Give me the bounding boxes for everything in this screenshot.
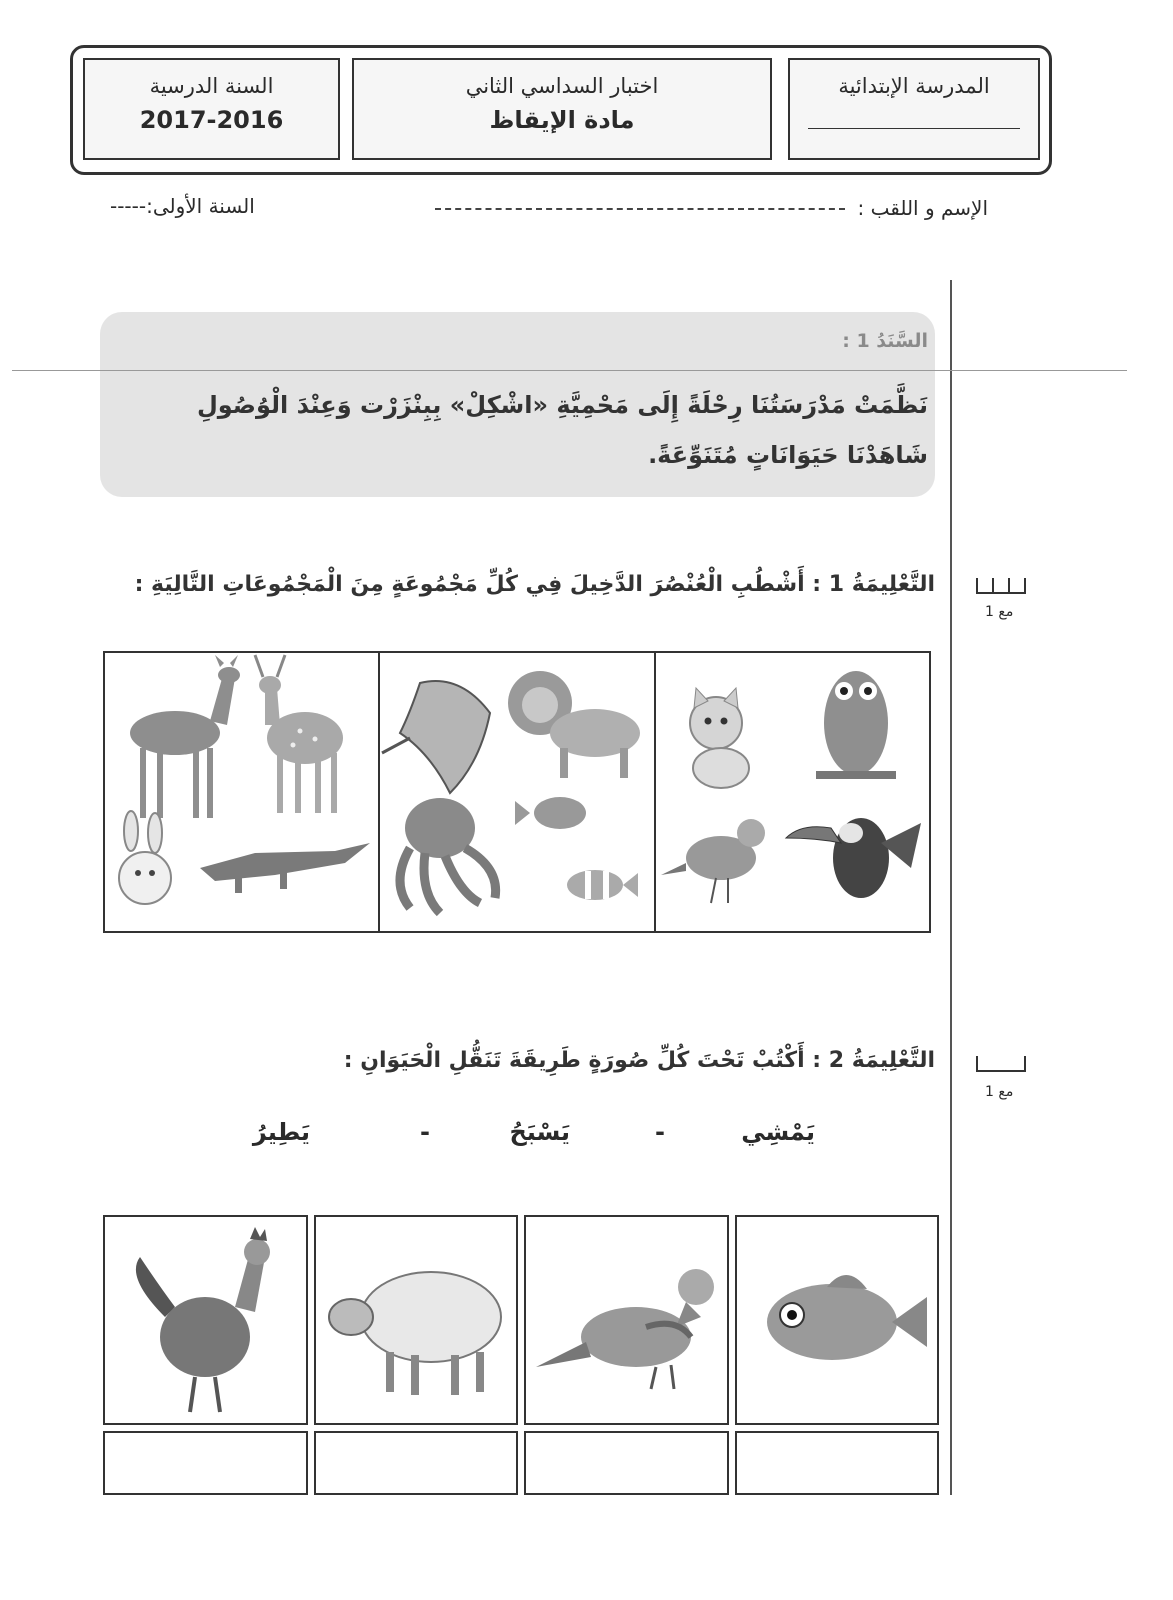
toucan-image [786,818,921,898]
rooster-card [103,1215,308,1425]
instruction-1: التَّعْلِيمَةُ 1 : أَشْطُبِ الْعُنْصُرَ الدَّخِيلَ فِي كُلِّ مَجْمُوعَةٍ مِنَ الْمَجْمُوعَاتِ التَّالِيَةِ : [134,572,935,597]
name-fill-line[interactable] [435,208,845,210]
year-label: السنة الدرسية [149,74,274,98]
group-mammals-cell[interactable] [105,653,378,931]
crocodile-image [200,843,370,893]
animal-groups-grid [103,651,931,933]
sheep-card [314,1215,519,1425]
group-sea-cell[interactable] [378,653,653,931]
context-text: نَظَّمَتْ مَدْرَسَتُنَا رِحْلَةً إِلَى مَحْمِيَّةِ «اشْكِلْ» بِبِنْزَرْت وَعِنْدَ الْوُصُولِ شَاهَدْنَا حَيَوَانَاتٍ مُتَنَوِّعَةً. [196,391,928,469]
lion-image [508,671,640,778]
exam-box [352,58,772,160]
manta-ray-image [382,681,490,793]
group-birds-cell[interactable] [654,653,929,931]
exam-title: اختبار السداسي الثاني [465,74,659,98]
word-separator: - [655,1118,665,1146]
word-separator: - [420,1118,430,1146]
word-swims: يَسْبَحُ [509,1118,570,1146]
octopus-image [400,798,496,913]
answer-box-rooster[interactable] [103,1431,308,1495]
word-walks: يَمْشِي [741,1118,815,1146]
pigeon-image [536,1269,714,1389]
instruction-2: التَّعْلِيمَةُ 2 : أَكْتُبْ تَحْتَ كُلِّ صُورَةٍ طَرِيقَةَ تَنَقُّلِ الْحَيَوَانِ : [343,1048,935,1073]
level-label: السنة الأولى:----- [110,194,255,218]
robin-image [661,819,765,903]
subject-title: مادة الإيقاظ [489,106,635,134]
year-value: 2017-2016 [139,106,284,134]
picture-row [103,1215,939,1425]
school-box [788,58,1040,160]
mark-box-1 [976,570,1026,594]
year-box [83,58,340,160]
word-flies: يَطِيرُ [252,1118,310,1146]
answer-box-fish[interactable] [735,1431,940,1495]
deer-image [130,655,240,818]
name-label: الإسم و اللقب : [857,196,988,220]
answer-box-sheep[interactable] [314,1431,519,1495]
fawn-image [255,655,343,813]
mark-label-1: مع 1 [985,604,1014,620]
clownfish-image [567,870,638,900]
fish-image [515,797,586,829]
bunny-image [119,811,171,904]
answer-row [103,1431,939,1495]
mark-box-2 [976,1048,1026,1072]
fish-card [735,1215,940,1425]
answer-box-pigeon[interactable] [524,1431,729,1495]
mark-label-2: مع 1 [985,1084,1014,1100]
pigeon-card [524,1215,729,1425]
fish-image [767,1275,927,1360]
school-label: المدرسة الإبتدائية [838,74,990,98]
owl-image [816,671,896,779]
scan-fold-line [12,370,1127,371]
context-title: السَّنَدُ 1 : [842,330,928,352]
school-name-line [808,128,1020,129]
sheep-image [329,1272,501,1395]
margin-divider [950,280,952,1495]
rooster-image [136,1227,270,1412]
kitten-image [690,688,749,788]
